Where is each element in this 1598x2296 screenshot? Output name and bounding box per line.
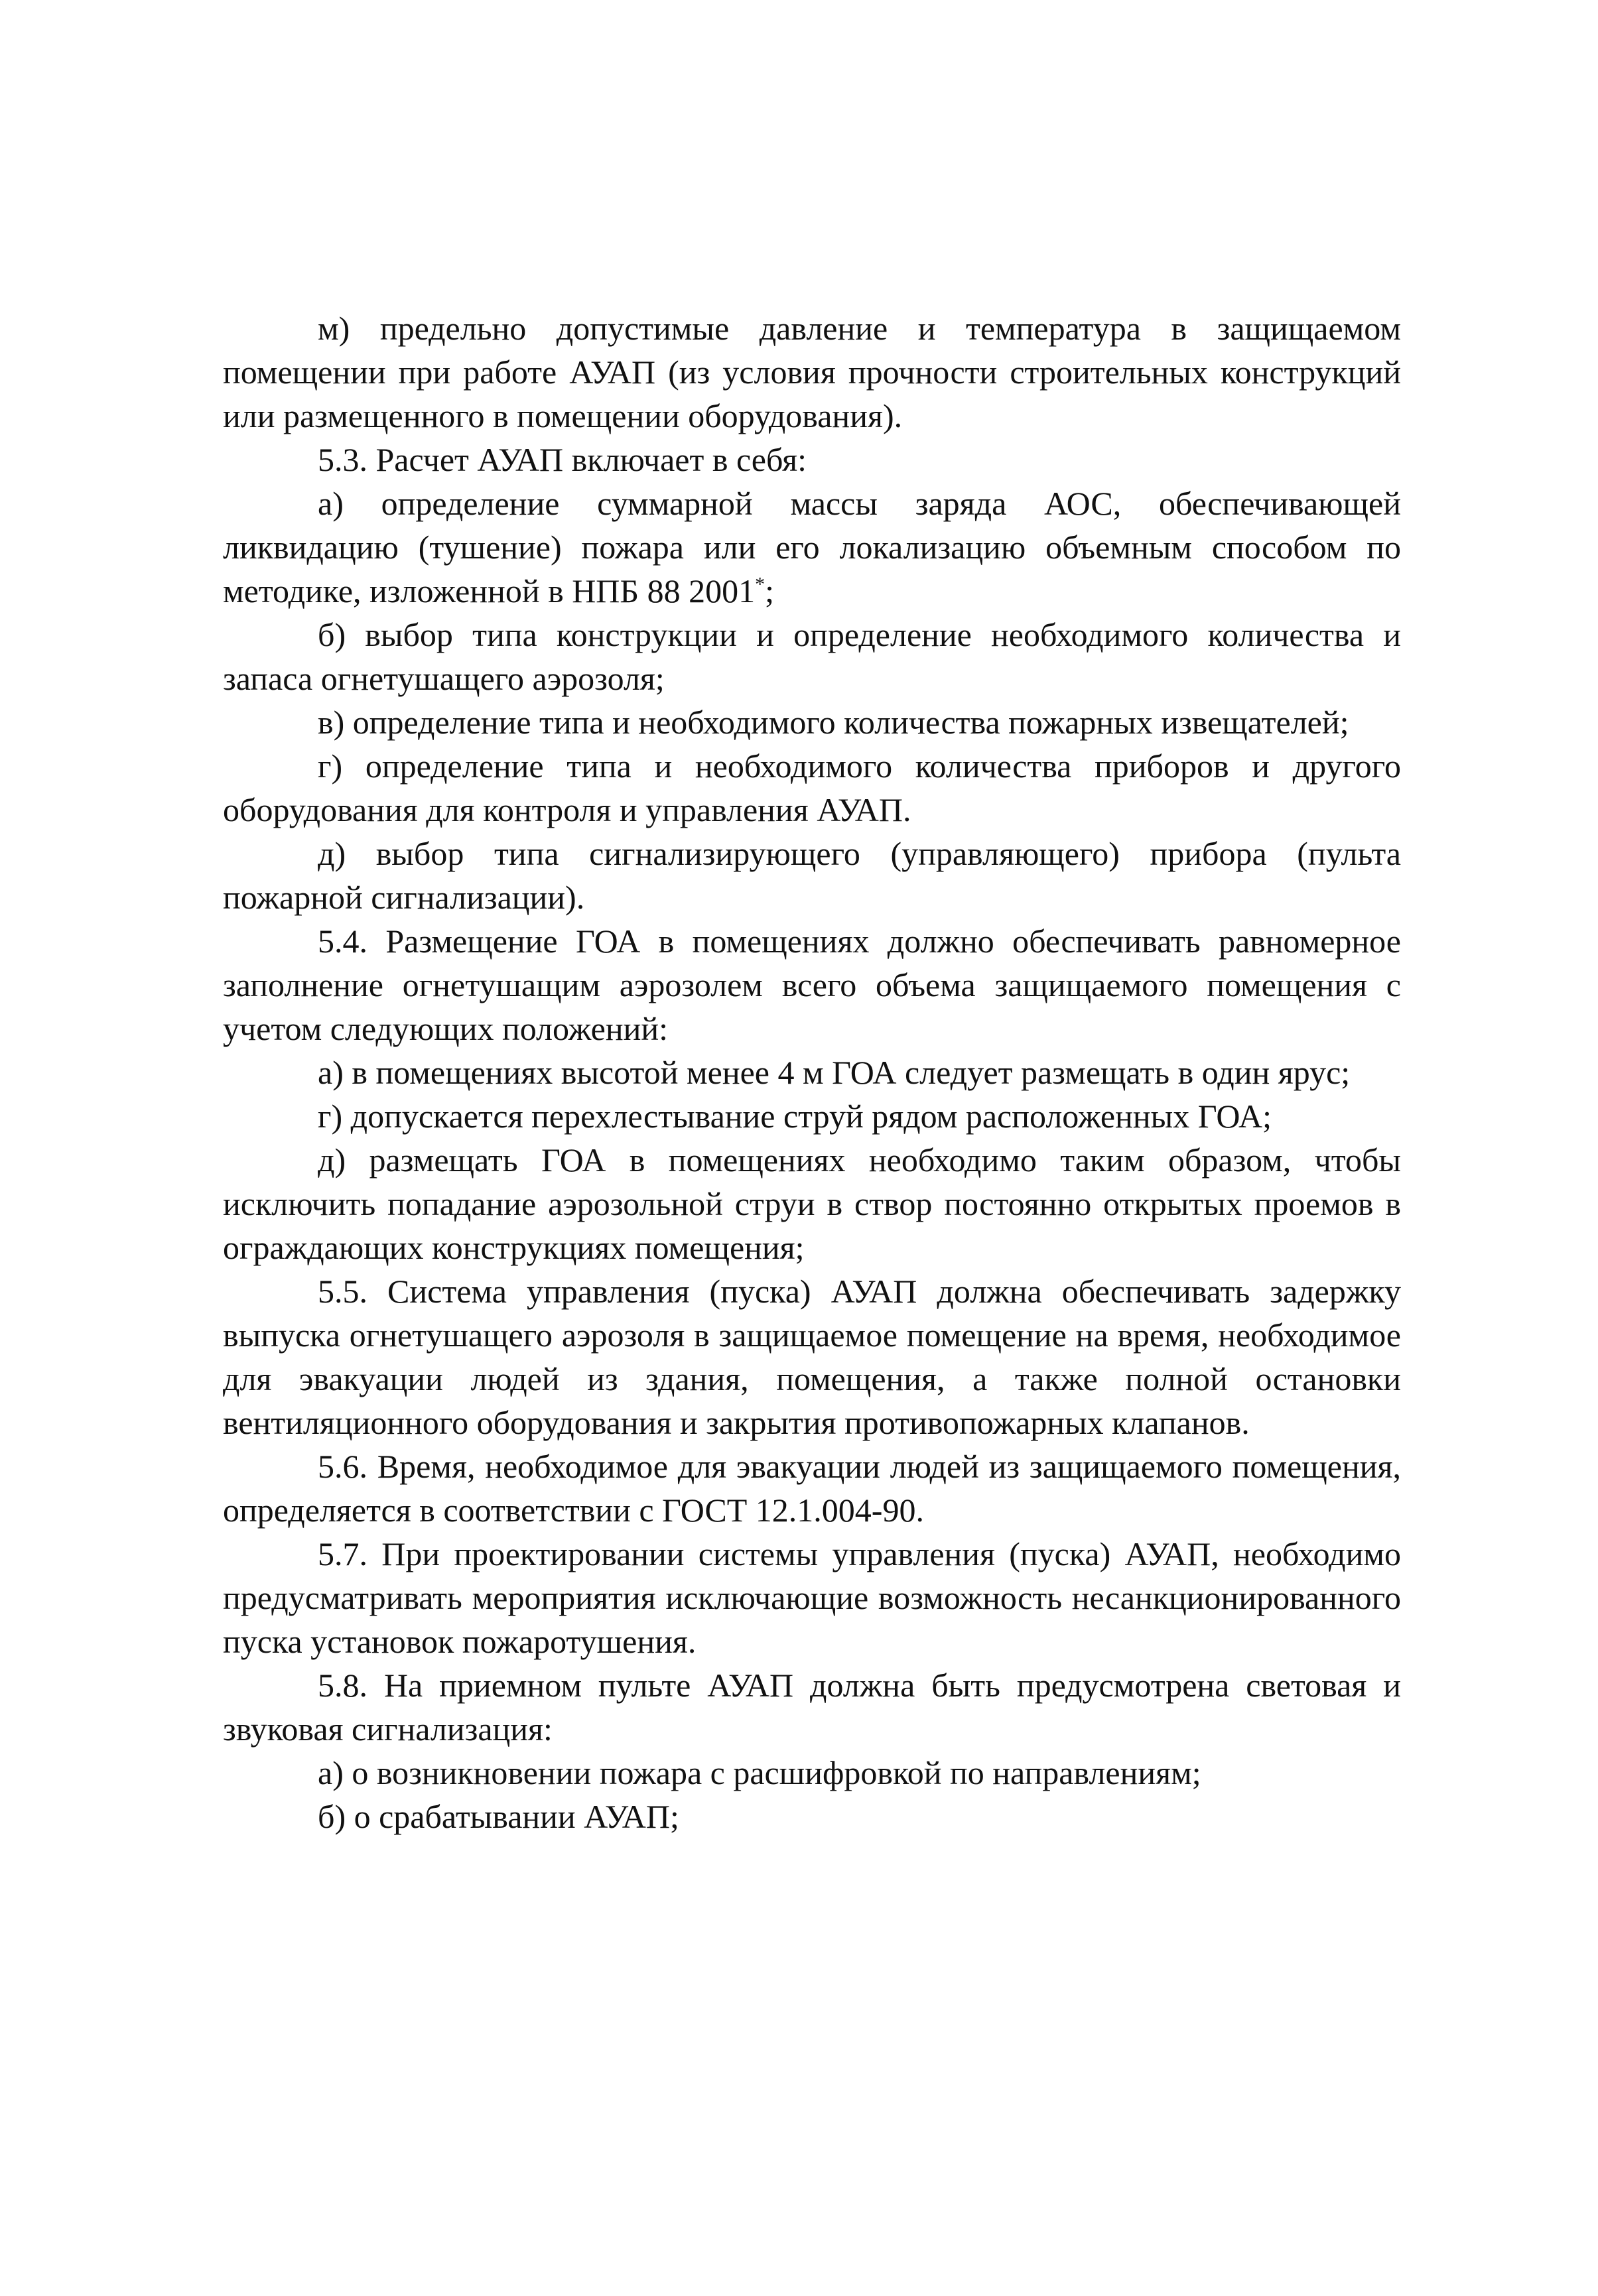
section-5-5: 5.5. Система управления (пуска) АУАП должна обеспечивать задержку выпуска огнетушащего аэрозоля в защищаемое помещение на время, необходимое для эвакуации людей из здания, помещения, а также полной остановки вентиляционного оборудования и закрытия противопожарных клапанов. — [223, 1273, 1401, 1441]
section-5-6: 5.6. Время, необходимое для эвакуации людей из защищаемого помещения, определяется в соответствии с ГОСТ 12.1.004-90. — [223, 1448, 1401, 1529]
footnote-marker: * — [755, 573, 766, 596]
paragraph-5-3-d: д) выбор типа сигнализирующего (управляющего) прибора (пульта пожарной сигнализации). — [223, 835, 1401, 916]
section-5-8: 5.8. На приемном пульте АУАП должна быть предусмотрена световая и звуковая сигнализация: — [223, 1667, 1401, 1748]
paragraph-5-4-a: а) в помещениях высотой менее 4 м ГОА следует размещать в один ярус; — [318, 1054, 1351, 1091]
paragraph-5-3-a-text: а) определение суммарной массы заряда АОС, обеспечивающей ликвидацию (тушение) пожара или его локализацию объемным способом по методике, изложенной в НПБ 88 2001 — [223, 485, 1401, 609]
paragraph-5-4-g: г) допускается перехлестывание струй рядом расположенных ГОА; — [318, 1098, 1272, 1135]
section-5-4: 5.4. Размещение ГОА в помещениях должно обеспечивать равномерное заполнение огнетушащим аэрозолем всего объема защищаемого помещения с учетом следующих положений: — [223, 923, 1401, 1047]
section-5-7: 5.7. При проектировании системы управления (пуска) АУАП, необходимо предусматривать мероприятия исключающие возможность несанкционированного пуска установок пожаротушения. — [223, 1535, 1401, 1660]
paragraph-m: м) предельно допустимые давление и температура в защищаемом помещении при работе АУАП (из условия прочности строительных конструкций или размещенного в помещении оборудования). — [223, 310, 1401, 434]
paragraph-5-4-d: д) размещать ГОА в помещениях необходимо таким образом, чтобы исключить попадание аэрозольной струи в створ постоянно открытых проемов в ограждающих конструкциях помещения; — [223, 1141, 1401, 1266]
paragraph-5-8-a: а) о возникновении пожара с расшифровкой по направлениям; — [318, 1754, 1201, 1791]
document-body — [223, 306, 1401, 1838]
paragraph-5-8-b: б) о срабатывании АУАП; — [318, 1798, 679, 1835]
paragraph-5-3-a — [223, 481, 1401, 613]
paragraph-5-3-a-tail: ; — [765, 572, 775, 609]
section-5-3-heading: 5.3. Расчет АУАП включает в себя: — [318, 441, 807, 478]
paragraph-5-3-g: г) определение типа и необходимого количества приборов и другого оборудования для контроля и управления АУАП. — [223, 747, 1401, 828]
paragraph-5-3-v: в) определение типа и необходимого количества пожарных извещателей; — [318, 704, 1349, 741]
paragraph-5-3-b: б) выбор типа конструкции и определение необходимого количества и запаса огнетушащего аэрозоля; — [223, 616, 1401, 697]
